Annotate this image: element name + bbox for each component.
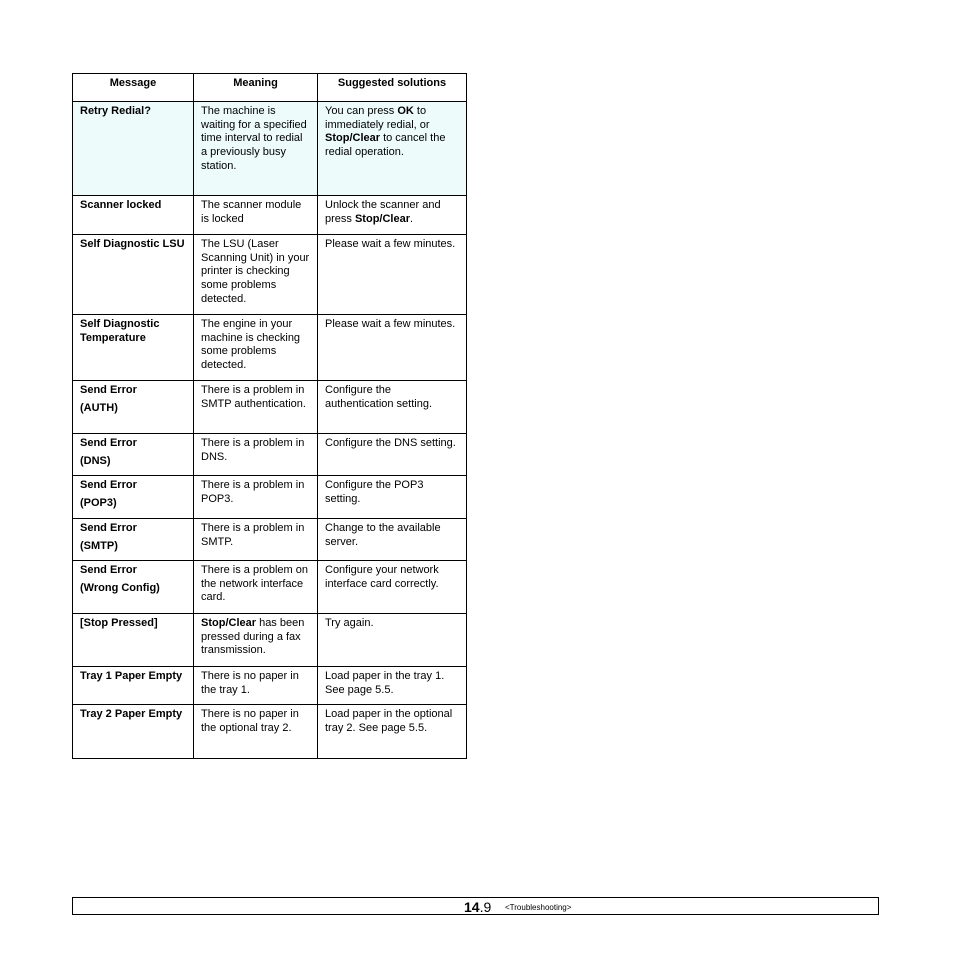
- meaning-cell: There is a problem in POP3.: [194, 476, 318, 519]
- solution-cell: [318, 667, 467, 705]
- solution-cell: [318, 102, 467, 196]
- meaning-cell: There is no paper in the optional tray 2.: [194, 705, 318, 759]
- solution-cell: [318, 235, 467, 315]
- table-row: [73, 705, 467, 759]
- chapter-number: 14: [464, 899, 480, 915]
- page-index: .9: [479, 899, 492, 915]
- message-line-2: (SMTP): [80, 539, 118, 552]
- section-title: <Troubleshooting>: [505, 903, 572, 912]
- bold-text: Stop/Clear: [201, 617, 257, 629]
- solution-cell: [318, 196, 467, 235]
- bold-text: OK: [397, 105, 414, 117]
- message-line-2: (Wrong Config): [80, 581, 160, 594]
- bold-text: Stop/Clear: [325, 132, 381, 145]
- message-line-1: Send Error: [80, 479, 137, 491]
- meaning-cell: There is no paper in the tray 1.: [194, 667, 318, 705]
- message-cell: [Stop Pressed]: [73, 614, 194, 667]
- message-cell: [73, 519, 194, 561]
- meaning-cell: There is a problem on the network interface card.: [194, 561, 318, 614]
- message-line-2: (POP3): [80, 496, 117, 509]
- message-line-1: Send Error: [80, 384, 137, 396]
- table-row: [73, 667, 467, 705]
- table-row: [73, 434, 467, 476]
- text-run: Configure the POP3 setting.: [325, 479, 424, 505]
- message-cell: [73, 381, 194, 434]
- meaning-cell: There is a problem in DNS.: [194, 434, 318, 476]
- message-line-1: Send Error: [80, 437, 137, 449]
- message-cell: Retry Redial?: [73, 102, 194, 196]
- solution-cell: [318, 561, 467, 614]
- text-run: Please wait a few minutes.: [325, 238, 456, 250]
- solution-cell: [318, 519, 467, 561]
- bold-text: Stop/Clear: [354, 212, 410, 225]
- text-run: Configure your network interface card correctly.: [325, 564, 439, 590]
- error-message-table: [72, 73, 467, 759]
- text-run: to cancel the redial operation.: [325, 132, 446, 159]
- message-line-2: (AUTH): [80, 401, 118, 414]
- solution-cell: [318, 315, 467, 381]
- message-cell: [73, 561, 194, 614]
- meaning-cell: The engine in your machine is checking some problems detected.: [194, 315, 318, 381]
- message-cell: Tray 2 Paper Empty: [73, 705, 194, 759]
- table-row: [73, 519, 467, 561]
- text-run: Load paper in the optional tray 2. See page 5.5.: [325, 708, 453, 734]
- header-meaning: Meaning: [194, 74, 318, 102]
- table-row: [73, 381, 467, 434]
- table-row: [73, 102, 467, 196]
- message-cell: Tray 1 Paper Empty: [73, 667, 194, 705]
- message-cell: [73, 434, 194, 476]
- message-cell: Self Diagnostic LSU: [73, 235, 194, 315]
- message-line-2: (DNS): [80, 454, 111, 467]
- solution-cell: [318, 705, 467, 759]
- solution-cell: [318, 614, 467, 667]
- message-cell: Self Diagnostic Temperature: [73, 315, 194, 381]
- meaning-cell: The scanner module is locked: [194, 196, 318, 235]
- table-row: [73, 476, 467, 519]
- header-suggested-solutions: Suggested solutions: [318, 74, 467, 102]
- table-row: [73, 196, 467, 235]
- text-run: .: [409, 212, 414, 225]
- header-message: Message: [73, 74, 194, 102]
- meaning-cell: The machine is waiting for a specified time interval to redial a previously busy station.: [194, 102, 318, 196]
- message-cell: Scanner locked: [73, 196, 194, 235]
- solution-cell: [318, 434, 467, 476]
- meaning-cell: There is a problem in SMTP.: [194, 519, 318, 561]
- text-run: Configure the authentication setting.: [325, 384, 433, 410]
- table-row: [73, 315, 467, 381]
- meaning-cell: [194, 614, 318, 667]
- table-header-row: [73, 74, 467, 102]
- message-line-1: Send Error: [80, 564, 137, 576]
- solution-cell: [318, 381, 467, 434]
- text-run: has been pressed during a fax transmission.: [201, 617, 305, 657]
- text-run: Load paper in the tray 1. See page 5.5.: [325, 670, 445, 696]
- message-cell: [73, 476, 194, 519]
- text-run: Unlock the scanner and press: [325, 199, 441, 225]
- message-line-1: Send Error: [80, 522, 137, 534]
- text-run: Change to the available server.: [325, 522, 441, 548]
- solution-cell: [318, 476, 467, 519]
- text-run: You can press: [325, 105, 398, 117]
- table-row: [73, 561, 467, 614]
- page-footer: [72, 897, 879, 915]
- page-number: [464, 899, 491, 915]
- text-run: Configure the DNS setting.: [325, 437, 456, 449]
- text-run: Try again.: [325, 617, 374, 629]
- table-row: [73, 235, 467, 315]
- text-run: to immediately redial, or: [325, 105, 430, 131]
- text-run: Please wait a few minutes.: [325, 318, 456, 330]
- meaning-cell: The LSU (Laser Scanning Unit) in your printer is checking some problems detected.: [194, 235, 318, 315]
- table-row: [73, 614, 467, 667]
- meaning-cell: There is a problem in SMTP authentication.: [194, 381, 318, 434]
